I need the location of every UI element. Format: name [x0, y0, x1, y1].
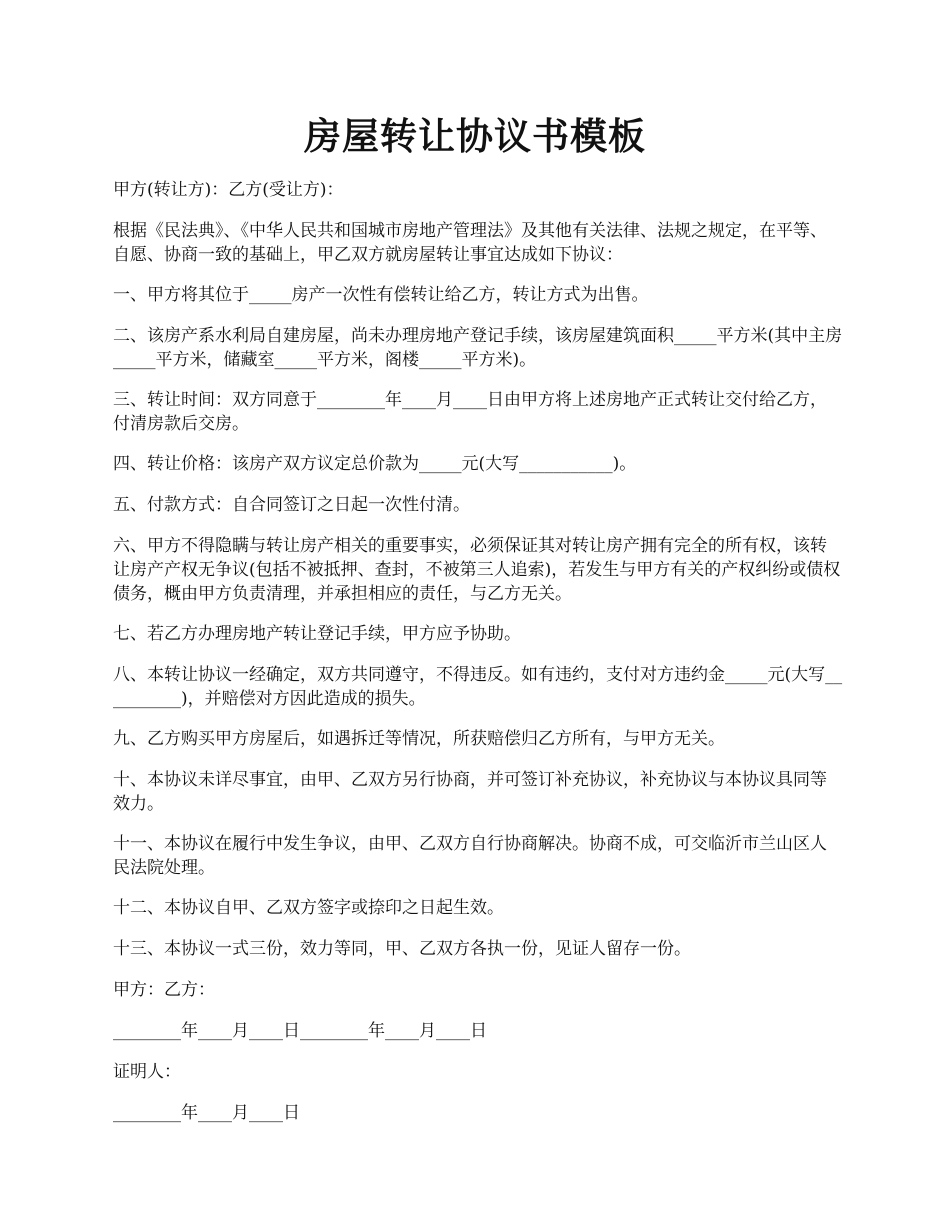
clause-9: 九、乙方购买甲方房屋后，如遇拆迁等情况，所获赔偿归乙方所有，与甲方无关。 — [113, 729, 725, 749]
clause-13: 十三、本协议一式三份，效力等同，甲、乙双方各执一份，见证人留存一份。 — [113, 939, 691, 959]
parties-line: 甲方(转让方)：乙方(受让方)： — [113, 180, 344, 200]
clause-10: 十、本协议未详尽事宜，由甲、乙双方另行协商，并可签订补充协议，补充协议与本协议具同等效力。 — [113, 770, 827, 814]
clause-2: 二、该房产系水利局自建房屋，尚未办理房地产登记手续，该房屋建筑面积_____平方米(其中主房_____平方米，储藏室_____平方米，阁楼_____平方米)。 — [113, 326, 843, 370]
witness-label: 证明人： — [113, 1062, 181, 1082]
document-body — [113, 178, 843, 1142]
signature-parties-line: 甲方：乙方： — [113, 980, 215, 1000]
clause-4: 四、转让价格：该房产双方议定总价款为_____元(大写___________)。 — [113, 454, 637, 474]
clause-6: 六、甲方不得隐瞒与转让房产相关的重要事实，必须保证其对转让房产拥有完全的所有权，该转让房产产权无争议(包括不被抵押、查封，不被第三人追索)，若发生与甲方有关的产权纠纷或债权债务，概由甲方负责清理，并承担相应的责任，与乙方无关。 — [113, 536, 841, 604]
signature-dates-line: ________年____月____日________年____月____日 — [113, 1021, 487, 1041]
clause-5: 五、付款方式：自合同签订之日起一次性付清。 — [113, 495, 470, 515]
clause-7: 七、若乙方办理房地产转让登记手续，甲方应予协助。 — [113, 624, 521, 644]
clause-12: 十二、本协议自甲、乙双方签字或捺印之日起生效。 — [113, 898, 504, 918]
clause-3: 三、转让时间：双方同意于________年____月____日由甲方将上述房地产正式转让交付给乙方，付清房款后交房。 — [113, 390, 827, 434]
preamble-paragraph: 根据《民法典》、《中华人民共和国城市房地产管理法》及其他有关法律、法规之规定，在平等、自愿、协商一致的基础上，甲乙双方就房屋转让事宜达成如下协议： — [113, 221, 827, 265]
witness-date-line: ________年____月____日 — [113, 1103, 300, 1123]
clause-1: 一、甲方将其位于_____房产一次性有偿转让给乙方，转让方式为出售。 — [113, 285, 649, 305]
clause-11: 十一、本协议在履行中发生争议，由甲、乙双方自行协商解决。协商不成，可交临沂市兰山区人民法院处理。 — [113, 834, 827, 878]
clause-8: 八、本转让协议一经确定，双方共同遵守，不得违反。如有违约，支付对方违约金_____元(大写__________)，并赔偿对方因此造成的损失。 — [113, 665, 843, 709]
document-title: 房屋转让协议书模板 — [304, 114, 646, 158]
